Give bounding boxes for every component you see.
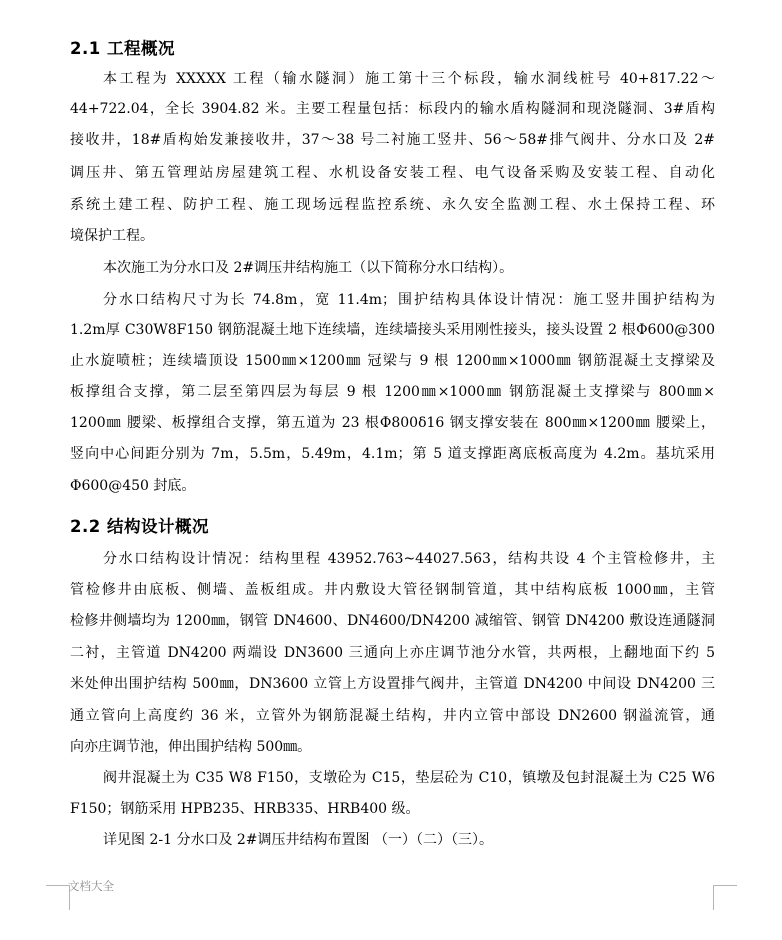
- text-line: 阀井混凝土为 C35 W8 F150，支墩砼为 C15，垫层砼为 C10，镇墩及包封混凝土为 C25 W6: [103, 770, 715, 786]
- text-line: 1.2m厚 C30W8F150 钢筋混凝土地下连续墙，连续墙接头采用刚性接头，接头设置 2 根Φ600@300: [70, 322, 715, 338]
- text-line: 系统土建工程、防护工程、施工现场远程监控系统、永久安全监测工程、水土保持工程、环: [70, 197, 715, 213]
- text-line: 向亦庄调节池，伸出围护结构 500㎜。: [70, 739, 312, 755]
- text-line: 接收井，18#盾构始发兼接收井，37～38 号二衬施工竖井、56～58#排气阀井、分水口及 2#: [70, 132, 715, 148]
- page-corner-mark-right: [713, 885, 737, 886]
- text-line: 检修井侧墙均为 1200㎜，钢管 DN4600、DN4600/DN4200 减缩管、钢管 DN4200 敷设连通隧洞: [70, 613, 715, 629]
- text-line: 本次施工为分水口及 2#调压井结构施工（以下简称分水口结构）。: [103, 260, 514, 276]
- text-line: Φ600@450 封底。: [70, 478, 196, 494]
- text-line: 管检修井由底板、侧墙、盖板组成。井内敷设大管径钢制管道，其中结构底板 1000㎜，主管: [70, 582, 715, 598]
- text-line: 本工程为 XXXXX 工程（输水隧洞）施工第十三个标段，输水洞线桩号 40+817.22～: [103, 71, 715, 87]
- footer-watermark-text: 文档大全: [68, 879, 114, 893]
- text-line: 竖向中心间距分别为 7m，5.5m，5.49m，4.1m；第 5 道支撑距离底板高度为 4.2m。基坑采用: [70, 446, 715, 462]
- text-line: 1200㎜ 腰梁、板撑组合支撑，第五道为 23 根Φ800δ16 钢支撑安装在 800㎜×1200㎜ 腰梁上，: [70, 415, 715, 431]
- text-line: 详见图 2-1 分水口及 2#调压井结构布置图 （一）（二）（三）。: [103, 832, 493, 848]
- page-corner-mark-left-vertical: [69, 885, 70, 910]
- text-line: 止水旋喷桩；连续墙顶设 1500㎜×1200㎜ 冠梁与 9 根 1200㎜×1000㎜ 钢筋混凝土支撑梁及: [70, 353, 715, 369]
- text-line: 境保护工程。: [70, 228, 154, 244]
- section-heading-overview: 2.1 工程概况: [70, 39, 175, 58]
- text-line: 调压井、第五管理站房屋建筑工程、水机设备安装工程、电气设备采购及安装工程、自动化: [70, 165, 715, 181]
- text-line: 分水口结构尺寸为长 74.8m，宽 11.4m；围护结构具体设计情况：施工竖井围护结构为: [103, 292, 715, 308]
- text-line: 通立管向上高度约 36 米，立管外为钢筋混凝土结构，井内立管中部设 DN2600 钢溢流管，通: [70, 708, 715, 724]
- page-corner-mark-left: [46, 885, 70, 886]
- page-corner-mark-right-vertical: [713, 885, 714, 910]
- text-line: 分水口结构设计情况：结构里程 43952.763~44027.563，结构共设 4 个主管检修井，主: [103, 551, 715, 567]
- section-heading-structure: 2.2 结构设计概况: [70, 517, 209, 536]
- text-line: F150；钢筋采用 HPB235、HRB335、HRB400 级。: [70, 801, 420, 817]
- text-line: 板撑组合支撑，第二层至第四层为每层 9 根 1200㎜×1000㎜ 钢筋混凝土支撑梁与 800㎜×: [70, 384, 715, 400]
- text-line: 米处伸出围护结构 500㎜，DN3600 立管上方设置排气阀井，主管道 DN4200 中间设 DN4200 三: [70, 676, 715, 692]
- text-line: 二衬，主管道 DN4200 两端设 DN3600 三通向上亦庄调节池分水管，共两根，上翻地面下约 5: [70, 645, 715, 661]
- text-line: 44+722.04，全长 3904.82 米。主要工程量包括：标段内的输水盾构隧洞和现浇隧洞、3#盾构: [70, 101, 715, 117]
